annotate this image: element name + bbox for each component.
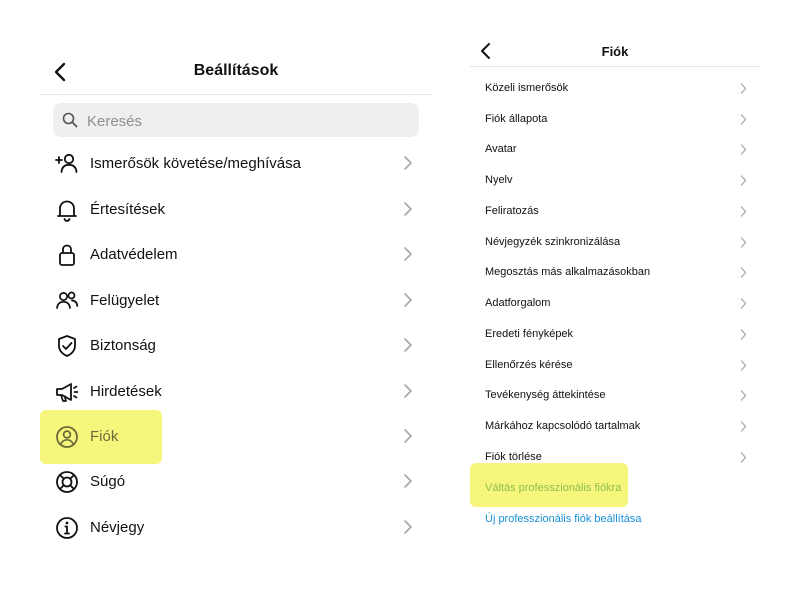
chevron-right-icon [740, 83, 747, 94]
chevron-right-icon [740, 298, 747, 309]
settings-item-label: Adatvédelem [90, 246, 178, 263]
chevron-right-icon [403, 156, 413, 170]
account-item-label: Márkához kapcsolódó tartalmak [485, 420, 641, 432]
search-input[interactable] [85, 103, 409, 139]
settings-item-ads[interactable] [40, 369, 432, 413]
settings-item-supervision[interactable] [40, 278, 432, 322]
chevron-right-icon [740, 452, 747, 463]
lifebuoy-icon [54, 469, 80, 495]
chevron-right-icon [403, 202, 413, 216]
settings-item-label: Hirdetések [90, 383, 162, 400]
chevron-right-icon [740, 390, 747, 401]
account-item-language[interactable] [470, 165, 760, 195]
settings-header [40, 50, 432, 95]
settings-item-account[interactable] [40, 414, 432, 458]
bell-icon [54, 197, 80, 223]
add-person-icon [54, 151, 80, 177]
chevron-right-icon [403, 293, 413, 307]
chevron-right-icon [403, 429, 413, 443]
settings-item-security[interactable] [40, 323, 432, 367]
settings-screen [40, 0, 432, 600]
account-item-sharing[interactable] [470, 257, 760, 287]
chevron-right-icon [740, 360, 747, 371]
settings-item-label: Névjegy [90, 519, 145, 536]
megaphone-icon [54, 379, 80, 405]
account-item-avatar[interactable] [470, 134, 760, 164]
chevron-right-icon [740, 144, 747, 155]
account-item-captions[interactable] [470, 196, 760, 226]
lock-icon [54, 242, 80, 268]
account-item-contacts-sync[interactable] [470, 227, 760, 257]
account-item-label: Nyelv [485, 174, 513, 186]
people-icon [54, 288, 80, 314]
account-item-close-friends[interactable] [470, 73, 760, 103]
settings-item-label: Ismerősök követése/meghívása [90, 155, 301, 172]
shield-icon [54, 333, 80, 359]
account-screen [470, 0, 760, 600]
account-item-status[interactable] [470, 104, 760, 134]
switch-professional-link[interactable]: Váltás professzionális fiókra [485, 482, 622, 494]
settings-item-label: Biztonság [90, 337, 156, 354]
account-item-label: Fiók törlése [485, 451, 542, 463]
search-icon [62, 112, 78, 128]
chevron-right-icon [403, 474, 413, 488]
account-item-label: Avatar [485, 143, 517, 155]
account-item-label: Megosztás más alkalmazásokban [485, 266, 651, 278]
page-title: Beállítások [193, 62, 279, 79]
account-item-verification[interactable] [470, 350, 760, 380]
settings-item-label: Fiók [90, 428, 119, 445]
account-item-label: Közeli ismerősök [485, 82, 569, 94]
info-icon [54, 515, 80, 541]
settings-item-label: Felügyelet [90, 292, 160, 309]
chevron-right-icon [403, 247, 413, 261]
chevron-right-icon [403, 338, 413, 352]
chevron-right-icon [740, 206, 747, 217]
settings-item-label: Értesítések [90, 201, 166, 218]
chevron-right-icon [403, 520, 413, 534]
account-item-label: Ellenőrzés kérése [485, 359, 573, 371]
chevron-right-icon [740, 237, 747, 248]
search-bar[interactable] [53, 103, 419, 137]
settings-item-help[interactable] [40, 459, 432, 503]
account-header [470, 36, 760, 67]
account-item-label: Névjegyzék szinkronizálása [485, 236, 621, 248]
chevron-right-icon [740, 267, 747, 278]
settings-item-follow-invite[interactable] [40, 141, 432, 185]
page-title: Fiók [601, 44, 629, 59]
settings-item-label: Súgó [90, 473, 126, 490]
chevron-right-icon [740, 114, 747, 125]
settings-item-notifications[interactable] [40, 187, 432, 231]
account-item-label: Eredeti fényképek [485, 328, 574, 340]
account-item-label: Tevékenység áttekintése [485, 389, 606, 401]
chevron-right-icon [740, 329, 747, 340]
account-item-delete[interactable] [470, 442, 760, 472]
chevron-right-icon [740, 175, 747, 186]
chevron-right-icon [740, 421, 747, 432]
account-item-original-photos[interactable] [470, 319, 760, 349]
account-item-label: Feliratozás [485, 205, 539, 217]
new-professional-account-link[interactable]: Új professzionális fiók beállítása [485, 513, 642, 525]
account-item-label: Adatforgalom [485, 297, 551, 309]
account-item-data-usage[interactable] [470, 288, 760, 318]
account-item-branded-content[interactable] [470, 411, 760, 441]
account-item-activity-review[interactable] [470, 380, 760, 410]
account-icon [54, 424, 80, 450]
account-item-label: Fiók állapota [485, 113, 548, 125]
settings-item-privacy[interactable] [40, 232, 432, 276]
settings-item-about[interactable] [40, 505, 432, 549]
chevron-right-icon [403, 384, 413, 398]
